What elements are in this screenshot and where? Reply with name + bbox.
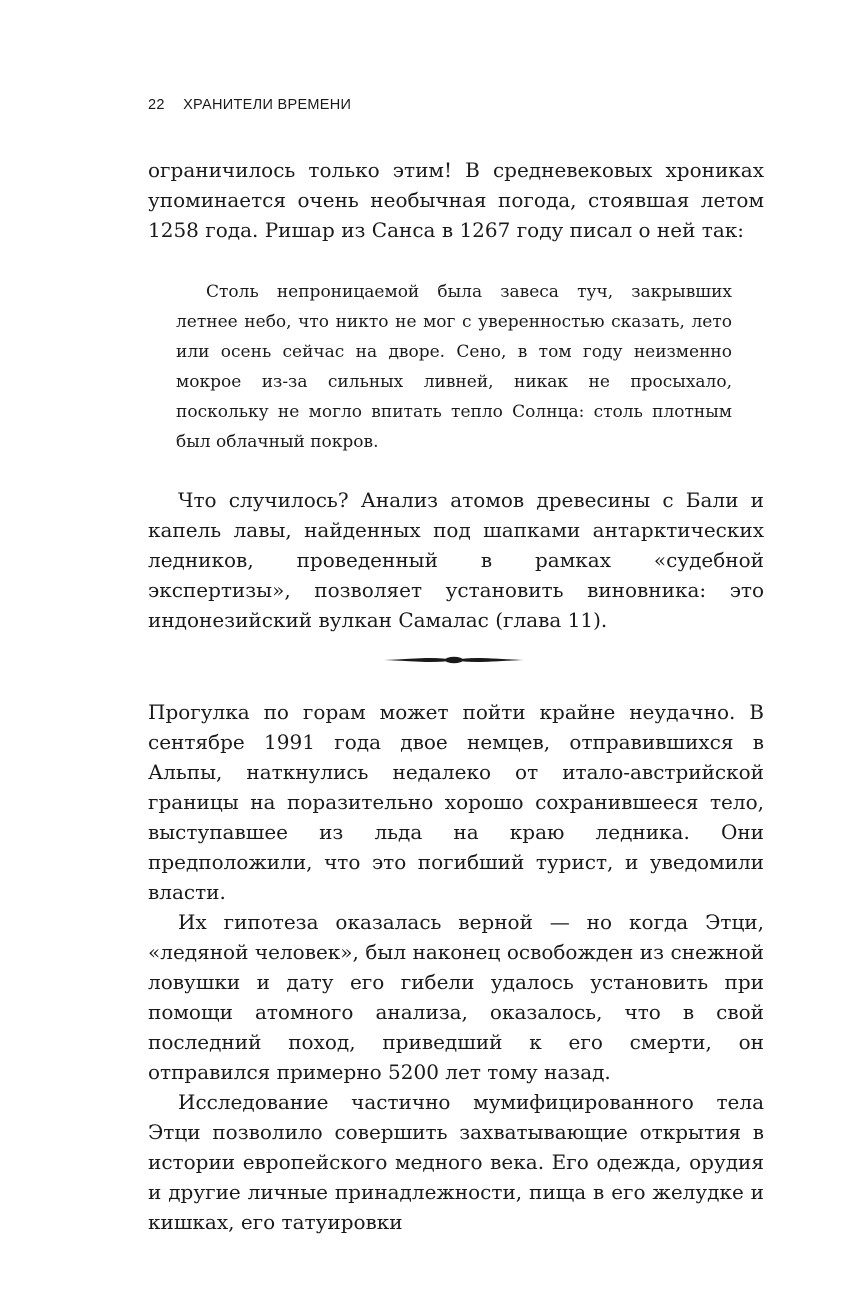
paragraph: Исследование частично мумифицированного тела Этци позволило совершить захватывающие открытия в истории европейского медного века. Его одежда, орудия и другие личные принадлежности, пища в его желудке и кишках, его татуировки [148, 1090, 764, 1234]
quote-text: Столь непроницаемой была завеса туч, закрывших летнее небо, что никто не мог с уверенностью сказать, лето или осень сейчас на дворе. Сено, в том году неизменно мокрое из-за сильных ливней, никак не просыхало, поскольку не могло впитать тепло Солнца: столь плотным был облачный покров. [176, 282, 732, 452]
paragraph: Их гипотеза оказалась верной — но когда Этци, «ледяной человек», был наконец освобожден из снежной ловушки и дату его гибели удалось установить при помощи атомного анализа, оказалось, что в свой последний поход, приведший к его смерти, он отправился примерно 5200 лет тому назад. [148, 910, 764, 1084]
paragraph-block-3 [148, 697, 764, 1237]
running-head [148, 97, 351, 113]
ornamental-divider-icon [384, 652, 524, 668]
paragraph-block-1 [148, 155, 764, 245]
running-title: ХРАНИТЕЛИ ВРЕМЕНИ [183, 97, 352, 113]
paragraph: Прогулка по горам может пойти крайне неудачно. В сентябре 1991 года двое немцев, отправившихся в Альпы, наткнулись недалеко от итало-австрийской границы на поразительно хорошо сохранившееся тело, выступавшее из льда на краю ледника. Они предположили, что это погибший турист, и уведомили власти. [148, 700, 764, 904]
block-quote [176, 277, 732, 457]
paragraph: ограничилось только этим! В средневековых хрониках упоминается очень необычная погода, стоявшая летом 1258 года. Ришар из Санса в 1267 году писал о ней так: [148, 158, 764, 242]
page-number: 22 [148, 97, 165, 113]
paragraph: Что случилось? Анализ атомов древесины с Бали и капель лавы, найденных под шапками антарктических ледников, проведенный в рамках «судебной экспертизы», позволяет установить виновника: это индонезийский вулкан Самалас (глава 11). [148, 488, 764, 632]
paragraph-block-2 [148, 485, 764, 635]
